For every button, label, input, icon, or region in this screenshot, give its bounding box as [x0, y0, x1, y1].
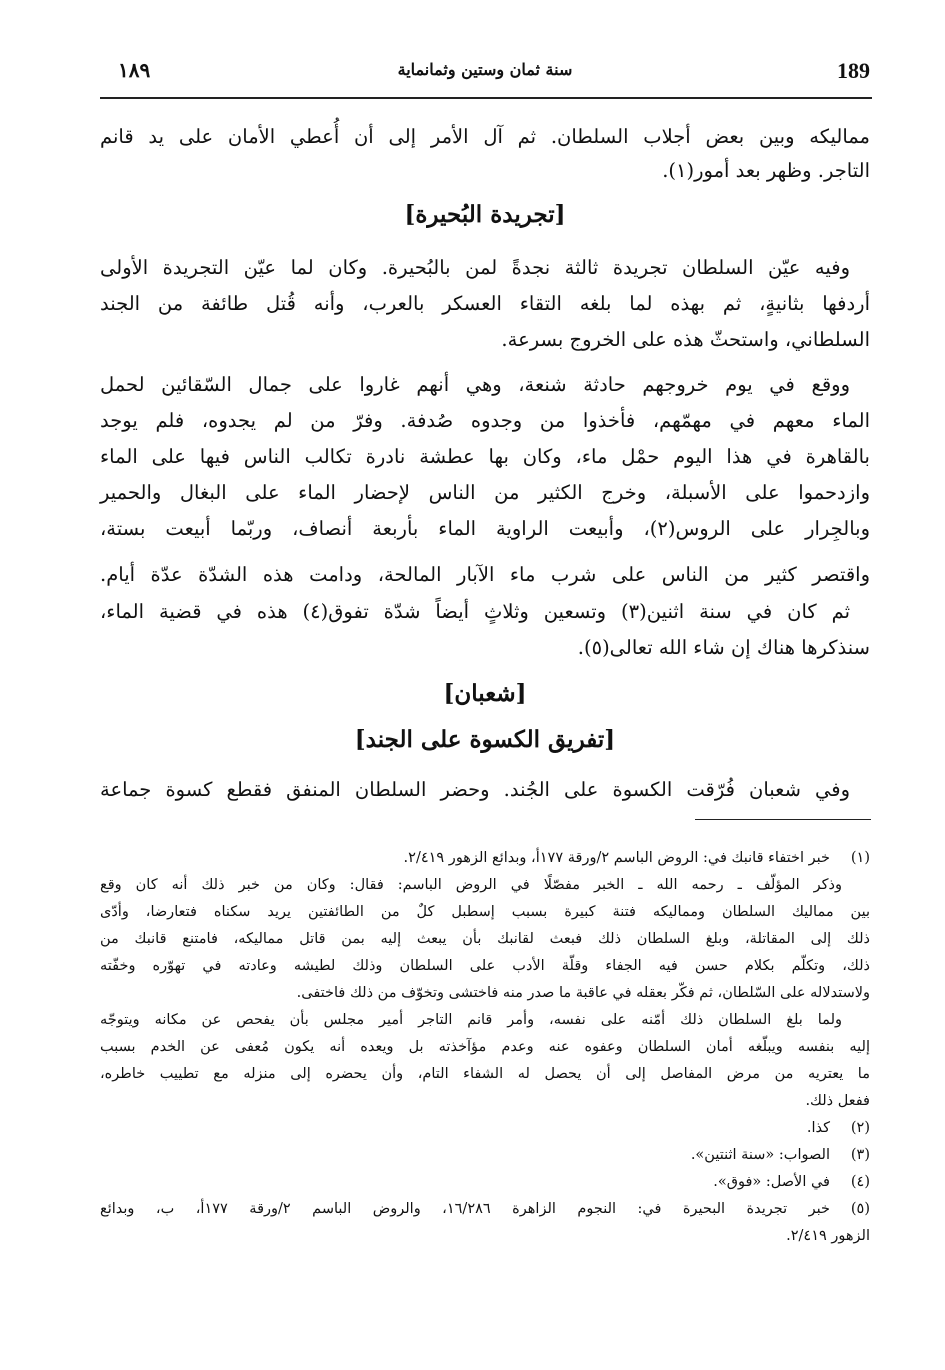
header-rule: [100, 97, 872, 99]
footnote-text: وذكر المؤلّف ـ رحمه الله ـ الخبر مفصّلًا في الروض الباسم: فقال: وكان من خبر ذلك أنه كان وقع: [100, 877, 842, 893]
footnote-text: بين مماليك السلطان ومماليكه فتنة كبيرة بسبب إسطبل كلٌ من الطائفتين يريد سكناه فتعارضا، وأدّى: [100, 904, 870, 920]
body-line: مماليكه وبين بعض أجلاب السلطان. ثم آل الأمر إلى أن أُعطي الأمان على يد قانم: [100, 125, 870, 148]
footnote-text: ولاستدلاله على السّلطان، ثم فكّر بعقله في عاقبة ما صدر منه فاختشى وتخوّف من ذلك فاختفى.: [296, 985, 870, 1001]
footnote-number: (٢): [850, 1120, 870, 1136]
footnote-number: (٤): [850, 1174, 870, 1190]
body-line: وازدحموا على الأسبلة، وخرج الكثير من الناس لإحضار الماء على البغال والحمير: [100, 481, 870, 504]
footnote-number: (٥): [850, 1201, 870, 1217]
footnote-rule: [695, 819, 871, 820]
body-line: أردفها بثانيةٍ، ثم بهذه لما بلغه التقاء العسكر بالعرب، وأنه قُتل طائفة من الجند: [100, 292, 871, 315]
footnote-text: كذا.: [806, 1120, 830, 1136]
section-heading: [شعبان]: [443, 680, 527, 707]
body-line: وبالجِرار على الروس(٢)، وأبيعت الراوية الماء بأربعة أنصاف، وربّما أبيعت بستة،: [100, 517, 870, 540]
footnote-text: ولما بلغ السلطان ذلك أمّنه على نفسه، وأمر قانم التاجر أمير مجلس بأن يفحص عن مكانه ويتوجّه: [100, 1012, 842, 1028]
body-line: الماء معهم في مهمّهم، فأخذوا من وجدوه صُدفة. وفرّ من لم يجدوه، فلم يوجد: [100, 409, 870, 432]
body-line: بالقاهرة في هذا اليوم حمْل ماء، وكان بها عطشة نادرة تكالب الناس فيها على الماء: [100, 445, 870, 468]
body-line: واقتصر كثير من الناس على شرب ماء الآبار المالحة، ودامت هذه الشدّة عدّة أيام.: [100, 563, 870, 586]
page-number-arabic: ١٨٩: [118, 58, 151, 82]
footnote-text: ما يعتريه من مرض المفاصل إلى أن يحصل له الشفاء التام، وأن يحضره إلى منزله مع تطييب خاطره،: [100, 1066, 870, 1082]
body-line: ووقع في يوم خروجهم حادثة شنعة، وهي أنهم غاروا على جمال السّقائين لحمل: [100, 373, 850, 396]
footnote-text: خبر اختفاء قانبك في: الروض الباسم ٢/ورقة ١٧٧أ، وبدائع الزهور ٢/٤١٩.: [403, 850, 830, 866]
footnote-text: إليه بنفسه ويبلّغه أمان السلطان وعفوه عنه وعدم مؤآخذته بل ويعده أنه يكون مُعفى عن الخدم بسبب: [100, 1039, 870, 1055]
footnote-text: خبر تجريدة البحيرة في: النجوم الزاهرة ١٦/٢٨٦، والروض الباسم ٢/ورقة ١٧٧أ، ب، وبدائع: [100, 1201, 830, 1217]
footnote-text: ففعل ذلك.: [805, 1093, 870, 1109]
footnote-number: (١): [850, 850, 870, 866]
running-title: سنة ثمان وستين وثمانماية: [397, 60, 573, 79]
page-number-latin: 189: [837, 58, 870, 83]
body-line: التاجر. وظهر بعد أمور(١).: [662, 159, 870, 182]
footnote-text: في الأصل: «فوق».: [713, 1174, 830, 1190]
body-line: وفي شعبان فُرّقت الكسوة على الجُند. وحضر السلطان المنفق فقطع كسوة جماعة: [100, 778, 850, 801]
footnote-text: ذلك، وتكلّم بكلام حسن فيه الجفاء وقلّة الأدب على السلطان وذلك لطيشه وعادته في تهوّره وخفّته: [100, 958, 870, 974]
footnote-text: الصواب: «سنة اثنتين».: [690, 1147, 830, 1163]
body-line: السلطاني، واستحثّ هذه على الخروج بسرعة.: [501, 328, 870, 351]
footnote-text: ذلك إلى المقاتلة، وبلغ السلطان ذلك فبعث لقانبك بأن يبعث إليه بمن قاتل مماليكه، فامتنع قانبك من: [100, 931, 870, 947]
body-line: وفيه عيّن السلطان تجريدة ثالثة نجدةً لمن بالبُحيرة. وكان لما عيّن التجريدة الأولى: [100, 256, 850, 279]
page-header: [100, 58, 870, 88]
footnote-number: (٣): [850, 1147, 870, 1163]
footnote-text: الزهور ٢/٤١٩.: [786, 1228, 870, 1244]
section-heading: [تفريق الكسوة على الجند]: [354, 726, 616, 753]
section-heading: [تجريدة البُحيرة]: [404, 201, 566, 228]
body-line: ثم كان في سنة اثنين(٣) وتسعين وثلاثٍ أيضاً شدّة تفوق(٤) هذه في قضية الماء،: [100, 600, 851, 623]
body-line: سنذكرها هناك إن شاء الله تعالى(٥).: [577, 636, 870, 659]
